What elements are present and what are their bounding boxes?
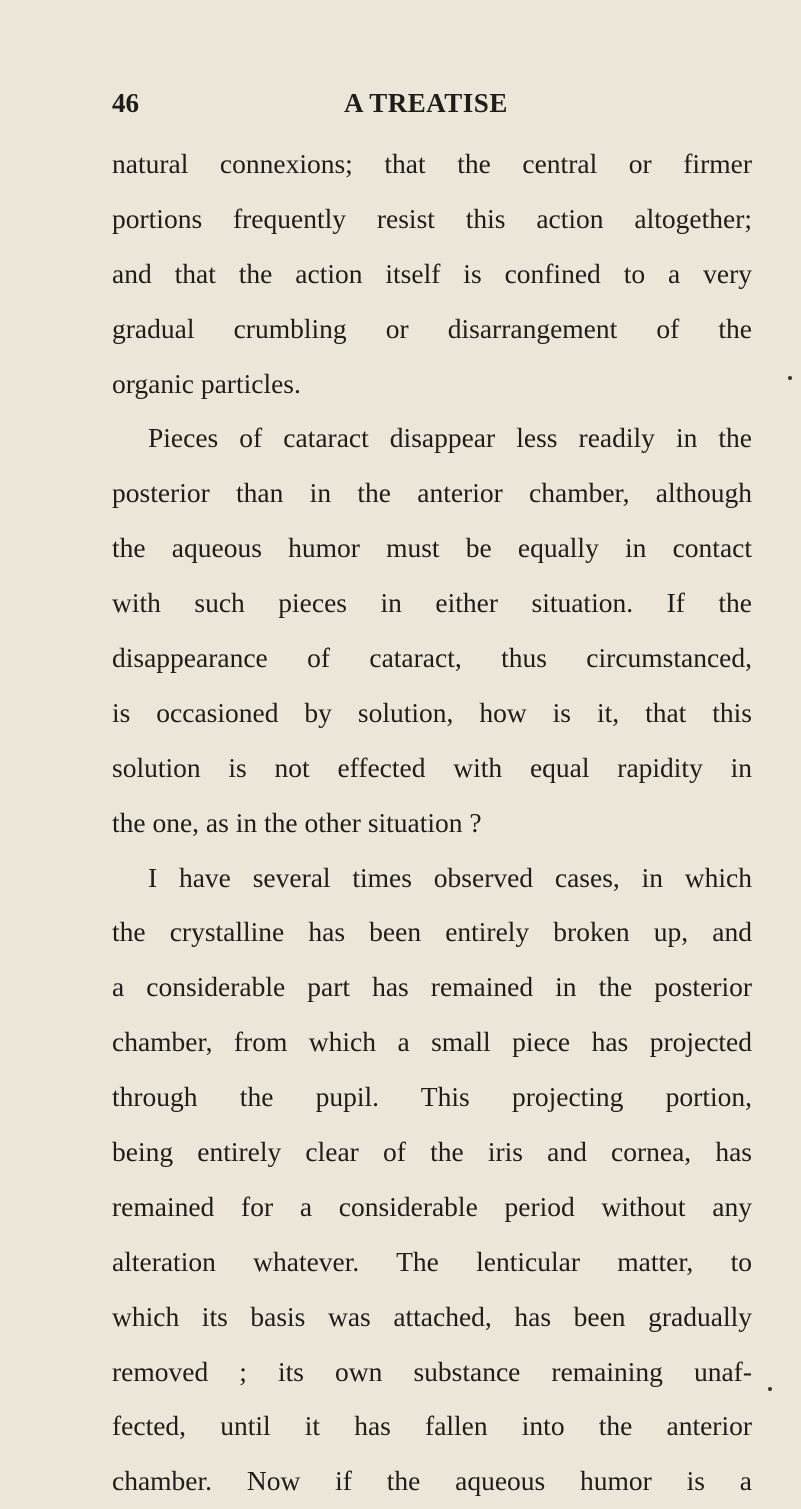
text-line: the crystalline has been entirely broken up, and [112,916,752,948]
paper-speck [788,376,792,380]
text-line: chamber, from which a small piece has projected [112,1026,752,1058]
text-line: through the pupil. This projecting portion, [112,1081,752,1113]
running-title: A TREATISE [344,88,508,118]
text-line: the aqueous humor must be equally in contact [112,532,752,564]
text-line: which its basis was attached, has been gradually [112,1300,752,1332]
text-line: solution is not effected with equal rapidity in [112,751,752,783]
text-line: a considerable part has remained in the posterior [112,971,752,1003]
text-line: natural connexions; that the central or firmer [112,148,752,179]
text-line: the one, as in the other situation ? [112,806,482,838]
text-line: I have several times observed cases, in which [148,861,752,893]
text-line: Pieces of cataract disappear less readily in the [148,422,752,454]
text-line: posterior than in the anterior chamber, although [112,477,752,509]
text-line: is occasioned by solution, how is it, that this [112,696,752,728]
text-line: organic particles. [112,367,301,399]
text-line: disappearance of cataract, thus circumstanced, [112,642,752,674]
text-line: with such pieces in either situation. If the [112,587,752,619]
text-line: chamber. Now if the aqueous humor is a [112,1465,752,1497]
text-line: and that the action itself is confined to a very [112,257,752,289]
text-line: gradual crumbling or disarrangement of the [112,312,752,344]
text-line: alteration whatever. The lenticular matter, to [112,1245,752,1277]
text-line: being entirely clear of the iris and cornea, has [112,1136,752,1168]
body-text [112,137,752,1509]
paper-speck [768,1387,772,1391]
page-number: 46 [112,88,139,118]
text-line: portions frequently resist this action altogether; [112,202,752,234]
text-line: removed ; its own substance remaining unaf- [112,1355,752,1387]
running-header [112,88,532,128]
text-line: fected, until it has fallen into the anterior [112,1410,752,1442]
text-line: remained for a considerable period without any [112,1190,752,1222]
